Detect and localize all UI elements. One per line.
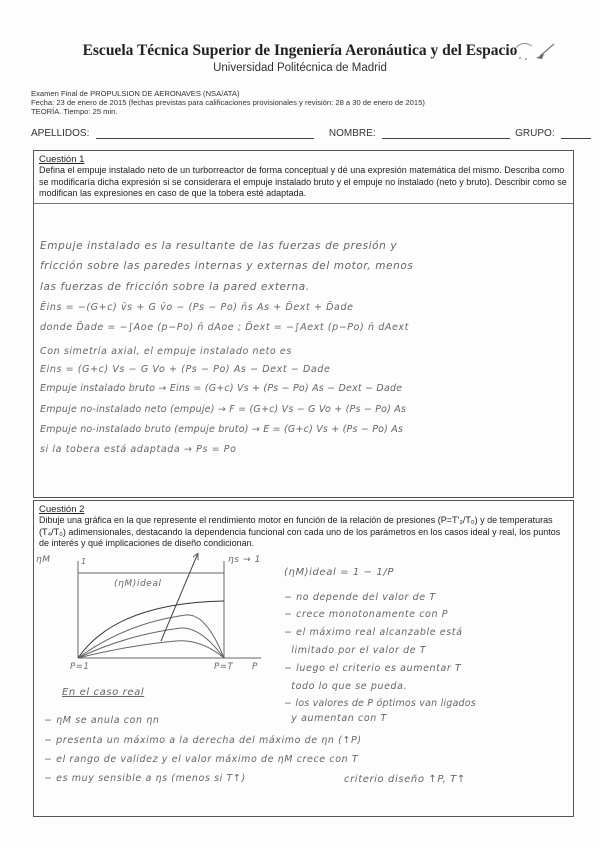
exam-date-line: Fecha: 23 de enero de 2015 (fechas previstas para calificaciones provisionales y revisión: 28 a 30 de enero de 2015): [31, 98, 425, 107]
question-1-prompt: Defina el empuje instalado neto de un turborreactor de forma conceptual y dé una expresión matemática del mismo. Describa como se modificaría dicha expresión si se considerara el empuje instalado bruto y el empuje no instalado (neto y bruto). Describir como se modifican las expresiones en caso de que la tobera esté adaptada.: [39, 165, 567, 198]
note-line: − crece monotonamente con P: [284, 609, 449, 620]
real-note: − el rango de validez y el valor máximo de ηM crece con T: [44, 754, 359, 765]
p-one-label: P=1: [70, 662, 90, 672]
note-line: limitado por el valor de T: [284, 645, 427, 656]
answer-line: Ēins = −(G+c) v̄s + G v̄o − (Ps − Po) n̄s As + D̄ext + D̄ade: [40, 302, 354, 313]
university-subtitle: Universidad Politécnica de Madrid: [213, 62, 387, 74]
note-line: − no depende del valor de T: [284, 592, 436, 603]
ideal-curve: [78, 601, 224, 658]
ideal-formula: (ηM)ideal = 1 − 1/P: [284, 567, 394, 578]
surname-label: APELLIDOS:: [31, 128, 90, 139]
exam-title-line: Examen Final de PROPULSION DE AERONAVES (NSA/ATA): [31, 89, 240, 98]
answer-line: donde D̄ade = −∫Aoe (p−Po) n̄ dAoe ; D̄ext = −∫Aext (p−Po) n̄ dAext: [40, 322, 409, 333]
answer-line: fricción sobre las paredes internas y externas del motor, menos: [40, 260, 414, 272]
question-2-box: [33, 500, 574, 817]
real-note: − ηM se anula con ηn: [44, 715, 160, 726]
answer-line: Empuje no-instalado neto (empuje) → F = (G+c) Vs − G Vo + (Ps − Po) As: [40, 404, 407, 415]
answer-line: Con simetría axial, el empuje instalado neto es: [40, 346, 292, 357]
school-title: Escuela Técnica Superior de Ingeniería Aeronáutica y del Espacio: [82, 42, 518, 59]
ideal-curve-label: (ηM)ideal: [114, 579, 162, 589]
eta-s-label: ηs → 1: [228, 555, 261, 565]
answer-line: Empuje instalado es la resultante de las fuerzas de presión y: [40, 240, 398, 252]
x-axis-label: P: [252, 662, 258, 672]
question-2-prompt: Dibuje una gráfica en la que represente el rendimiento motor en función de la relación de presiones (P=T'₃/T₀) y de temperaturas (T₄/T₀) adimensionales, destacando la dependencia funcional con cada uno de los parámetros en los casos ideal y real, los puntos de interés y qué implicaciones de diseño condicionan.: [39, 515, 561, 548]
group-label: GRUPO:: [515, 128, 555, 139]
note-line: todo lo que se pueda.: [284, 681, 408, 692]
real-note: − presenta un máximo a la derecha del máximo de ηn (↑P): [44, 735, 362, 746]
real-case-heading: En el caso real: [62, 687, 145, 698]
surname-field[interactable]: [96, 128, 314, 139]
real-curve-2: [78, 628, 224, 658]
school-logo: [512, 38, 564, 64]
note-line: − el máximo real alcanzable está: [284, 627, 463, 638]
answer-line: las fuerzas de fricción sobre la pared externa.: [40, 281, 310, 293]
efficiency-sketch: [36, 553, 266, 673]
answer-line: Empuje no-instalado bruto (empuje bruto) → E = (G+c) Vs + (Ps − Po) As: [40, 424, 404, 435]
answer-line: si la tobera está adaptada → Ps = Po: [40, 444, 237, 455]
p-t-label: P=T: [214, 662, 234, 672]
note-line: − los valores de P óptimos van ligados: [284, 698, 476, 709]
one-label: 1: [81, 557, 87, 566]
question-1-heading: Cuestión 1: [39, 154, 85, 165]
group-field[interactable]: [561, 128, 591, 139]
exam-time-line: TEORÍA. Tiempo: 25 min.: [31, 107, 118, 116]
question-2-heading: Cuestión 2: [39, 504, 85, 515]
question-1-box: [33, 150, 574, 498]
student-fields: [31, 128, 591, 139]
name-label: NOMBRE:: [328, 128, 376, 139]
answer-line: Eins = (G+c) Vs − G Vo + (Ps − Po) As − Dext − Dade: [40, 364, 331, 375]
real-note: − es muy sensible a ηs (menos si T↑): [44, 773, 246, 784]
design-criterion: criterio diseño ↑P, T↑: [344, 774, 466, 785]
divider: [34, 203, 573, 204]
name-field[interactable]: [382, 128, 510, 139]
real-curve-1: [78, 615, 224, 658]
y-axis-label: ηM: [36, 555, 51, 565]
answer-line: Empuje instalado bruto → Eins = (G+c) Vs + (Ps − Po) As − Dext − Dade: [40, 383, 403, 394]
note-line: − luego el criterio es aumentar T: [284, 663, 462, 674]
note-line: y aumentan con T: [284, 713, 387, 724]
